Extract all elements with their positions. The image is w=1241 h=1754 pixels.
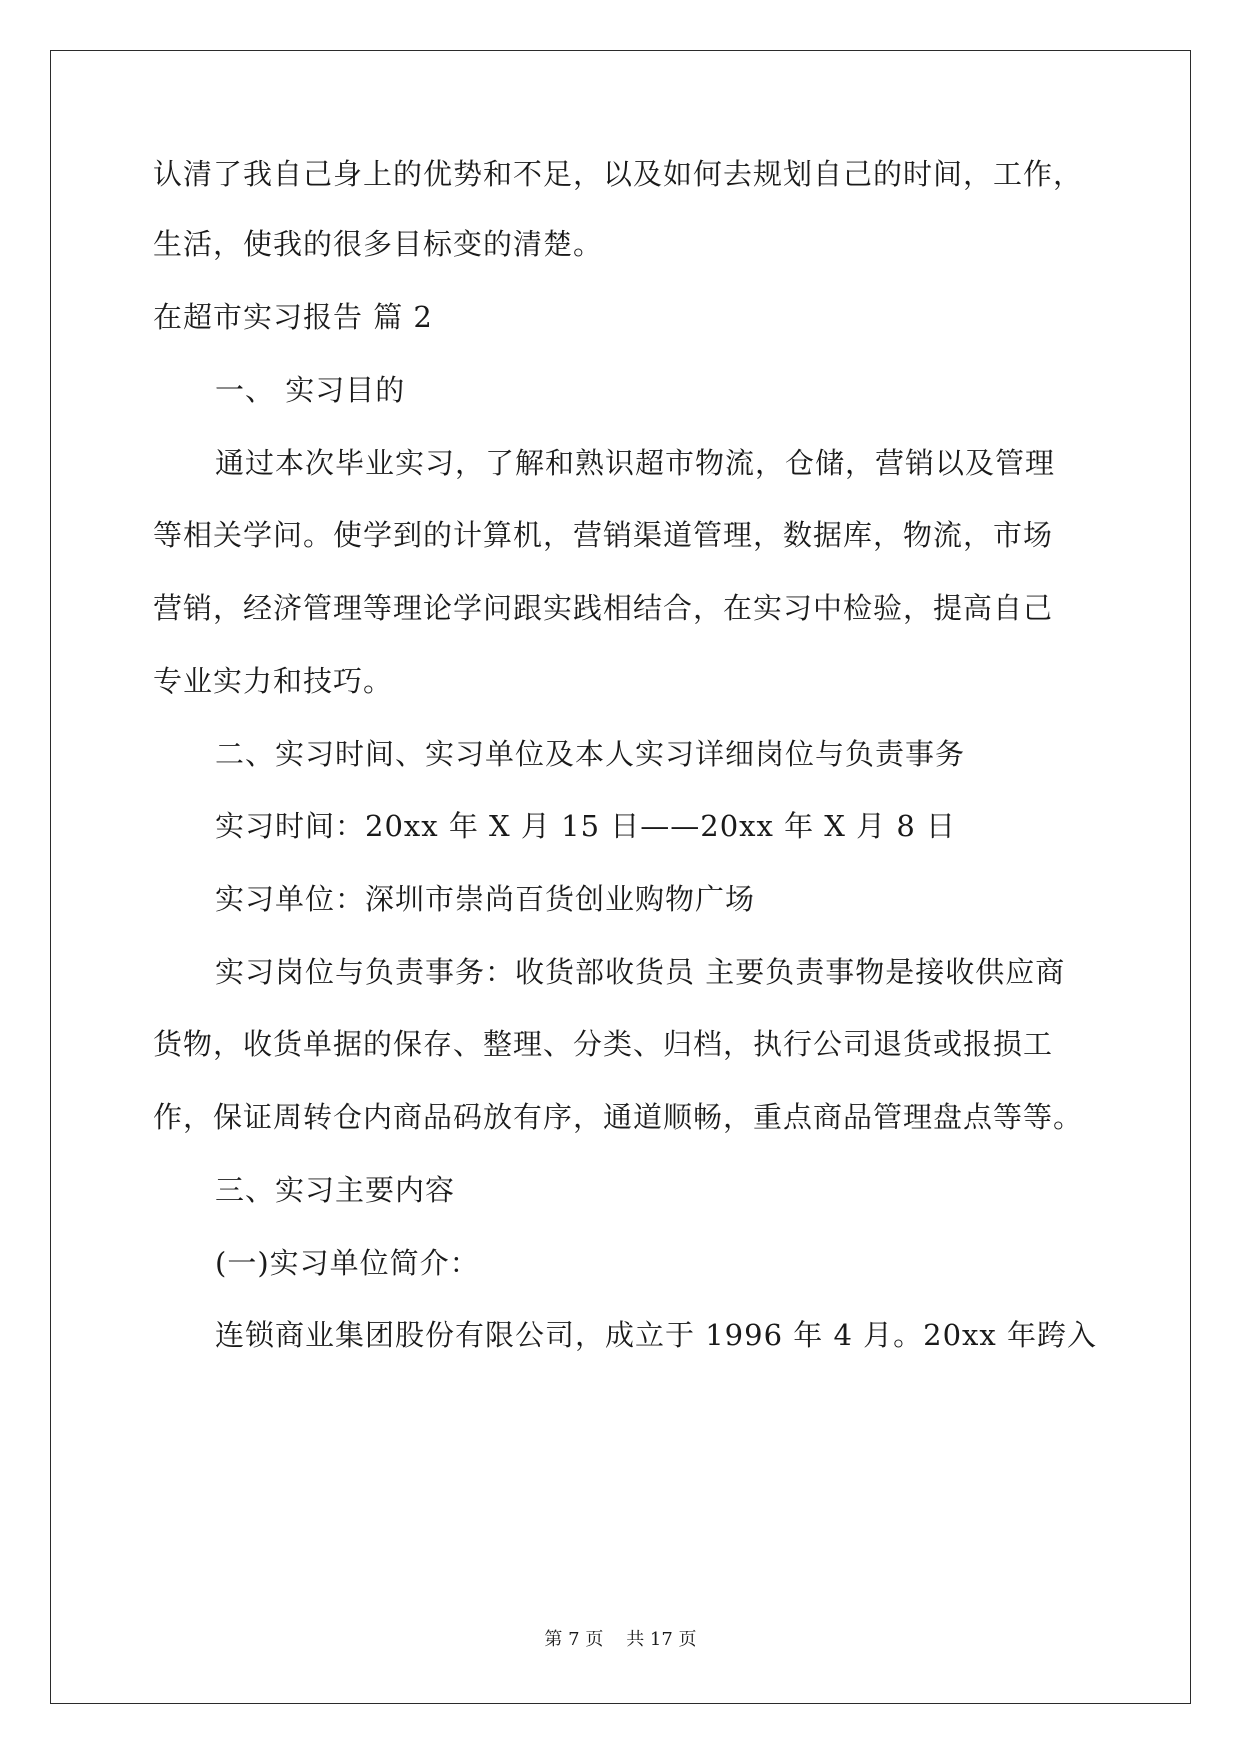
body-text-line: 专业实力和技巧。 [153, 664, 394, 698]
body-text-line: 等相关学问。使学到的计算机，营销渠道管理，数据库，物流，市场 [153, 518, 1054, 552]
subsection-heading: 二、实习时间、实习单位及本人实习详细岗位与负责事务 [215, 737, 966, 771]
body-text-line: 实习时间：20xx 年 X 月 15 日——20xx 年 X 月 8 日 [215, 809, 957, 843]
body-text-line: 生活，使我的很多目标变的清楚。 [153, 227, 604, 261]
body-text-line: 货物，收货单据的保存、整理、分类、归档，执行公司退货或报损工 [153, 1027, 1054, 1061]
body-text-line: 营销，经济管理等理论学问跟实践相结合，在实习中检验，提高自己 [153, 591, 1054, 625]
body-text-line: 作，保证周转仓内商品码放有序，通道顺畅，重点商品管理盘点等等。 [153, 1100, 1084, 1134]
body-text-line: 认清了我自己身上的优势和不足，以及如何去规划自己的时间，工作， [153, 157, 1084, 191]
body-text-line: 通过本次毕业实习，了解和熟识超市物流，仓储，营销以及管理 [215, 446, 1056, 480]
body-text-line: 连锁商业集团股份有限公司，成立于 1996 年 4 月。20xx 年跨入 [215, 1318, 1097, 1352]
body-text-line: 实习单位：深圳市崇尚百货创业购物广场 [215, 882, 756, 916]
body-text-line: 实习岗位与负责事务：收货部收货员 主要负责事物是接收供应商 [215, 955, 1066, 989]
section-heading: 在超市实习报告 篇 2 [153, 300, 433, 334]
subsection-heading: 三、实习主要内容 [215, 1173, 456, 1207]
subsection-heading: (一)实习单位简介： [215, 1246, 480, 1280]
page-number: 第 7 页 共 17 页 [544, 1629, 697, 1650]
subsection-heading: 一、 实习目的 [215, 373, 406, 407]
